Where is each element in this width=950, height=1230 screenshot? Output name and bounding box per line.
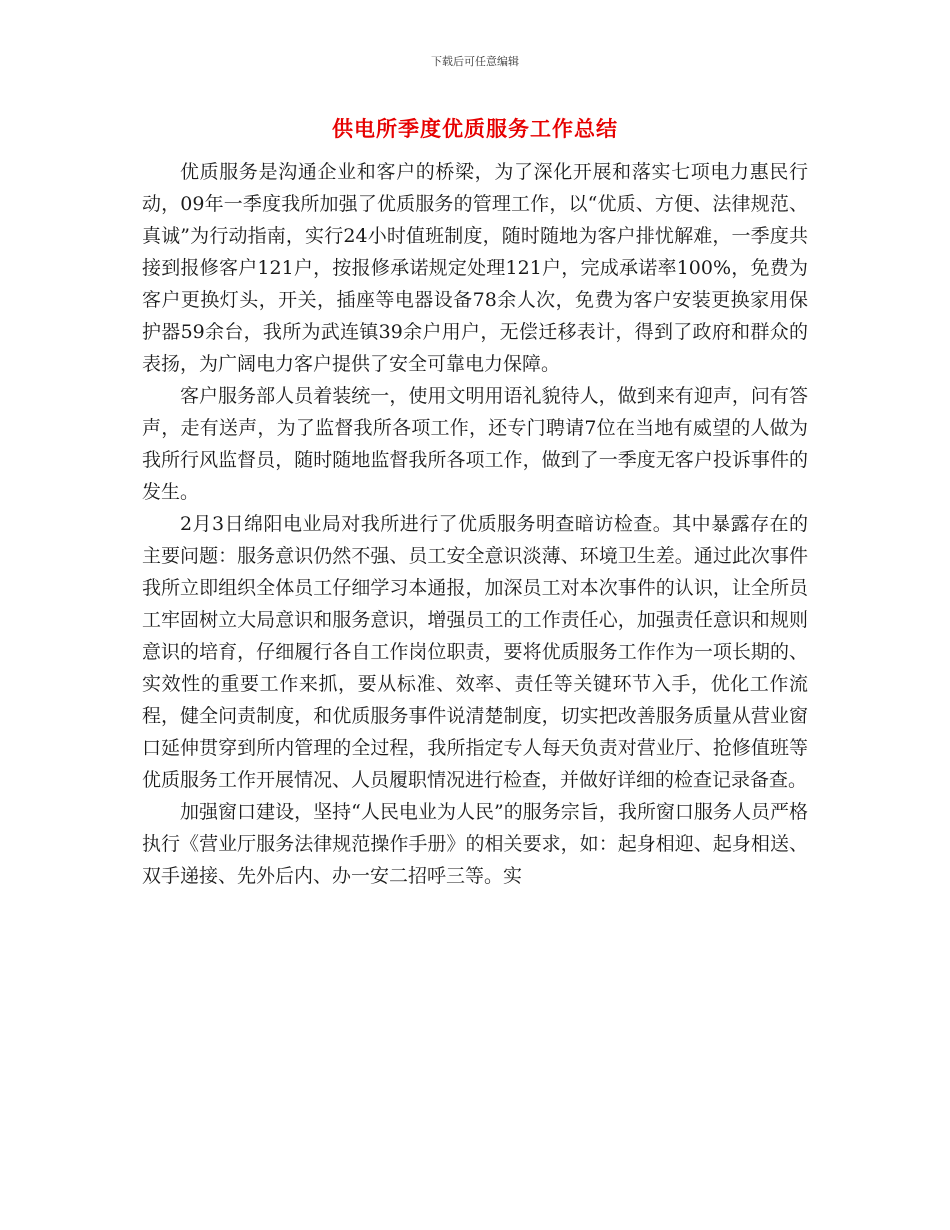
document-title: 供电所季度优质服务工作总结 (332, 116, 618, 141)
document-body (142, 156, 808, 892)
paragraph-2: 客户服务部人员着装统一，使用文明用语礼貌待人，做到来有迎声，问有答声，走有送声，为了监督我所各项工作，还专门聘请7位在当地有威望的人做为我所行风监督员，随时随地监督我所各项工作，做到了一季度无客户投诉事件的发生。 (142, 385, 808, 503)
page-header: 下载后可任意编辑 (431, 55, 519, 68)
paragraph-3: 2月3日绵阳电业局对我所进行了优质服务明查暗访检查。其中暴露存在的主要问题：服务意识仍然不强、员工安全意识淡薄、环境卫生差。通过此次事件我所立即组织全体员工仔细学习本通报，加深员工对本次事件的认识，让全所员工牢固树立大局意识和服务意识，增强员工的工作责任心，加强责任意识和规则意识的培育，仔细履行各自工作岗位职责，要将优质服务工作作为一项长期的、实效性的重要工作来抓，要从标准、效率、责任等关键环节入手，优化工作流程，健全问责制度，和优质服务事件说清楚制度，切实把改善服务质量从营业窗口延伸贯穿到所内管理的全过程，我所指定专人每天负责对营业厅、抢修值班等优质服务工作开展情况、人员履职情况进行检查，并做好详细的检查记录备查。 (142, 513, 808, 791)
paragraph-4: 加强窗口建设，坚持“人民电业为人民”的服务宗旨，我所窗口服务人员严格执行《营业厅服务法律规范操作手册》的相关要求，如：起身相迎、起身相送、双手递接、先外后内、办一安二招呼三等。实 (142, 801, 808, 887)
paragraph-1: 优质服务是沟通企业和客户的桥梁，为了深化开展和落实七项电力惠民行动，09年一季度我所加强了优质服务的管理工作，以“优质、方便、法律规范、真诚”为行动指南，实行24小时值班制度，随时随地为客户排忧解难，一季度共接到报修客户121户，按报修承诺规定处理121户，完成承诺率100%，免费为客户更换灯头，开关，插座等电器设备78余人次，免费为客户安装更换家用保护器59余台，我所为武连镇39余户用户，无偿迁移表计，得到了政府和群众的表扬，为广阔电力客户提供了安全可靠电力保障。 (142, 161, 808, 375)
